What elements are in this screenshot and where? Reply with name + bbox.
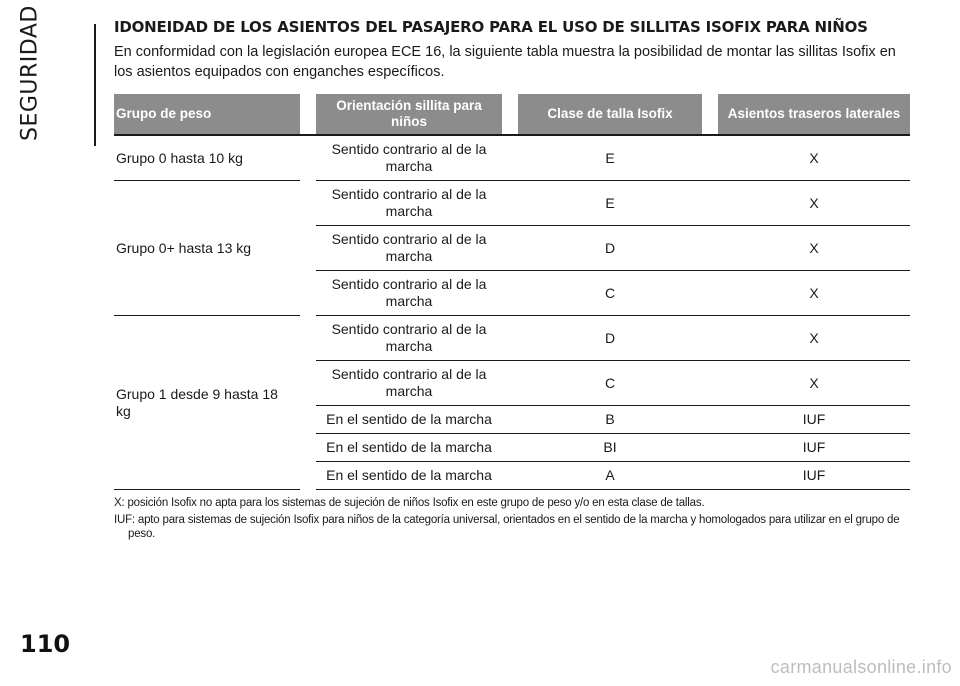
section-tab: [64, 24, 96, 146]
size-class-cell: E: [518, 181, 702, 226]
page-number: 110: [20, 630, 71, 658]
table-row: [114, 136, 910, 181]
rear-seat-cell: X: [718, 361, 910, 406]
isofix-table: [114, 94, 910, 490]
header-rear-seats: Asientos traseros laterales: [718, 94, 910, 136]
header-weight-group: Grupo de peso: [114, 94, 300, 136]
footnotes: [114, 496, 906, 541]
size-class-cell: C: [518, 361, 702, 406]
weight-group-cell: Grupo 0+ hasta 13 kg: [114, 181, 300, 316]
footnote-x: X: posición Isofix no apta para los sistemas de sujeción de niños Isofix en este grupo de peso y/o en esta clase de tallas.: [114, 497, 705, 509]
rear-seat-cell: IUF: [718, 406, 910, 434]
weight-group-cell: Grupo 1 desde 9 hasta 18 kg: [114, 316, 300, 490]
size-class-cell: D: [518, 316, 702, 361]
header-orientation: Orientación sillita para niños: [316, 94, 502, 136]
size-class-cell: A: [518, 462, 702, 490]
intro-paragraph: En conformidad con la legislación europea ECE 16, la siguiente tabla muestra la posibilidad de montar las sillitas Isofix en los asientos equipados con enganches específicos.: [114, 44, 896, 80]
orientation-cell: En el sentido de la marcha: [316, 434, 502, 462]
size-class-cell: B: [518, 406, 702, 434]
size-class-cell: E: [518, 136, 702, 181]
weight-group-cell: Grupo 0 hasta 10 kg: [114, 136, 300, 181]
table-row: [114, 316, 910, 361]
table-body: [114, 136, 910, 490]
rear-seat-cell: X: [718, 316, 910, 361]
size-class-cell: BI: [518, 434, 702, 462]
watermark: carmanualsonline.info: [770, 657, 952, 677]
rear-seat-cell: IUF: [718, 462, 910, 490]
header-size-class: Clase de talla Isofix: [518, 94, 702, 136]
orientation-cell: Sentido contrario al de la marcha: [316, 226, 502, 271]
rear-seat-cell: X: [718, 226, 910, 271]
footnote-iuf: IUF: apto para sistemas de sujeción Isofix para niños de la categoría universal, orientados en el sentido de la marcha y homologados para utilizar en el grupo de peso.: [114, 514, 900, 540]
orientation-cell: Sentido contrario al de la marcha: [316, 361, 502, 406]
rear-seat-cell: IUF: [718, 434, 910, 462]
rear-seat-cell: X: [718, 136, 910, 181]
table-row: [114, 181, 910, 226]
orientation-cell: Sentido contrario al de la marcha: [316, 181, 502, 226]
orientation-cell: En el sentido de la marcha: [316, 406, 502, 434]
size-class-cell: D: [518, 226, 702, 271]
size-class-cell: C: [518, 271, 702, 316]
orientation-cell: Sentido contrario al de la marcha: [316, 271, 502, 316]
page-title: IDONEIDAD DE LOS ASIENTOS DEL PASAJERO PARA EL USO DE SILLITAS ISOFIX PARA NIÑOS: [114, 18, 868, 36]
page-content: [114, 20, 906, 544]
orientation-cell: En el sentido de la marcha: [316, 462, 502, 490]
section-label: SEGURIDAD: [17, 5, 43, 141]
orientation-cell: Sentido contrario al de la marcha: [316, 316, 502, 361]
orientation-cell: Sentido contrario al de la marcha: [316, 136, 502, 181]
rear-seat-cell: X: [718, 181, 910, 226]
table-header-row: [114, 94, 910, 136]
rear-seat-cell: X: [718, 271, 910, 316]
